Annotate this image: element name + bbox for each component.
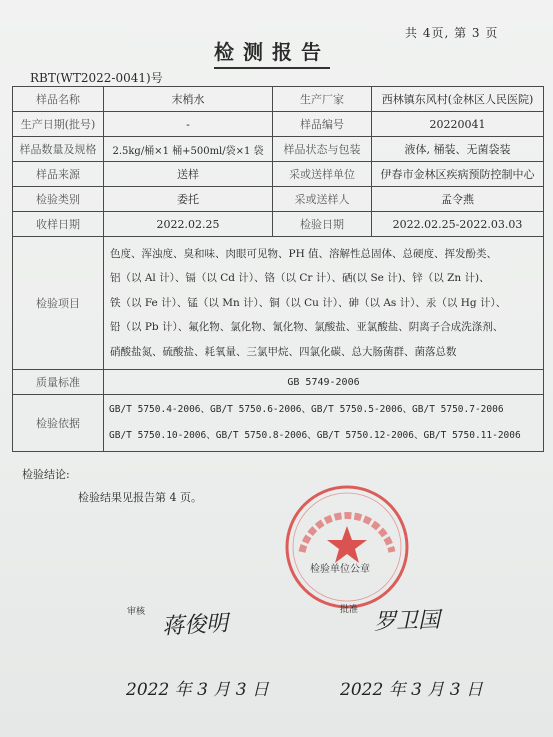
person-value: 孟令燕 xyxy=(372,187,544,212)
conclusion-text: 检验结果见报告第 4 页。 xyxy=(78,491,202,504)
unit-value: 伊春市金林区疾病预防控制中心 xyxy=(372,162,544,187)
table-row xyxy=(13,237,544,370)
items-line: 铝（以 Al 计）、镉（以 Cd 计）、铬（以 Cr 计）、硒(以 Se 计)、锌（以 Zn 计)、 xyxy=(110,272,490,285)
conclusion-label: 检验结论: xyxy=(22,468,70,481)
table-row xyxy=(13,162,544,187)
report-title: 检测报告 xyxy=(214,36,330,69)
manufacturer-label: 生产厂家 xyxy=(273,87,372,112)
type-label: 检验类别 xyxy=(13,187,104,212)
items-value xyxy=(104,237,544,370)
items-line: 铁（以 Fe 计）、锰（以 Mn 计）、铜（以 Cu 计）、砷（以 As 计）、汞（以 Hg 计）、 xyxy=(110,296,507,309)
table-row xyxy=(13,187,544,212)
standard-value: GB 5749-2006 xyxy=(104,370,544,395)
recv-date-label: 收样日期 xyxy=(13,212,104,237)
table-row xyxy=(13,137,544,162)
approve-signature: 罗卫国 xyxy=(373,607,441,636)
source-label: 样品来源 xyxy=(13,162,104,187)
check-date-value: 2022.02.25-2022.03.03 xyxy=(372,212,544,237)
quantity-value: 2.5kg/桶×1 桶+500ml/袋×1 袋 xyxy=(104,137,273,162)
basis-label: 检验依据 xyxy=(13,395,104,452)
seal-star-icon xyxy=(327,526,367,563)
stamp-label: 检验单位公章 xyxy=(310,564,370,575)
state-value: 液体, 桶装、无菌袋装 xyxy=(372,137,544,162)
basis-line: GB/T 5750.4-2006、GB/T 5750.6-2006、GB/T 5750.5-2006、GB/T 5750.7-2006 xyxy=(109,404,504,415)
items-line: 硝酸盐氮、硫酸盐、耗氧量、三氯甲烷、四氯化碳、总大肠菌群、菌落总数 xyxy=(110,345,457,358)
table-row xyxy=(13,87,544,112)
table-row xyxy=(13,112,544,137)
table-row xyxy=(13,212,544,237)
items-line: 色度、浑浊度、臭和味、肉眼可见物、PH 值、溶解性总固体、总硬度、挥发酚类、 xyxy=(110,247,498,260)
items-line: 铅（以 Pb 计）、氟化物、氯化物、氰化物、氯酸盐、亚氯酸盐、阴离子合成洗涤剂、 xyxy=(110,321,504,334)
basis-value xyxy=(104,395,544,452)
table-row xyxy=(13,370,544,395)
review-date: 2022 年 3 月 3 日 xyxy=(126,680,269,700)
standard-label: 质量标准 xyxy=(13,370,104,395)
state-label: 样品状态与包装 xyxy=(273,137,372,162)
unit-label: 采或送样单位 xyxy=(273,162,372,187)
sample-no-value: 20220041 xyxy=(372,112,544,137)
check-date-label: 检验日期 xyxy=(273,212,372,237)
sample-name-value: 末梢水 xyxy=(104,87,273,112)
sample-name-label: 样品名称 xyxy=(13,87,104,112)
report-table xyxy=(12,86,544,452)
source-value: 送样 xyxy=(104,162,273,187)
approve-date: 2022 年 3 月 3 日 xyxy=(340,680,483,700)
page-number: 共 4页, 第 3 页 xyxy=(405,26,499,40)
recv-date-value: 2022.02.25 xyxy=(104,212,273,237)
items-label: 检验项目 xyxy=(13,237,104,370)
sample-no-label: 样品编号 xyxy=(273,112,372,137)
official-seal xyxy=(282,482,412,612)
review-label: 审核 xyxy=(127,607,146,617)
quantity-label: 样品数量及规格 xyxy=(13,137,104,162)
person-label: 采或送样人 xyxy=(273,187,372,212)
approve-label: 批准 xyxy=(340,605,359,615)
basis-line: GB/T 5750.10-2006、GB/T 5750.8-2006、GB/T 5750.12-2006、GB/T 5750.11-2006 xyxy=(109,430,521,441)
prod-date-value: - xyxy=(104,112,273,137)
table-row xyxy=(13,395,544,452)
manufacturer-value: 西林镇东风村(金林区人民医院) xyxy=(372,87,544,112)
review-signature: 蒋俊明 xyxy=(161,611,229,640)
type-value: 委托 xyxy=(104,187,273,212)
prod-date-label: 生产日期(批号) xyxy=(13,112,104,137)
report-number: RBT(WT2022-0041)号 xyxy=(30,71,163,85)
